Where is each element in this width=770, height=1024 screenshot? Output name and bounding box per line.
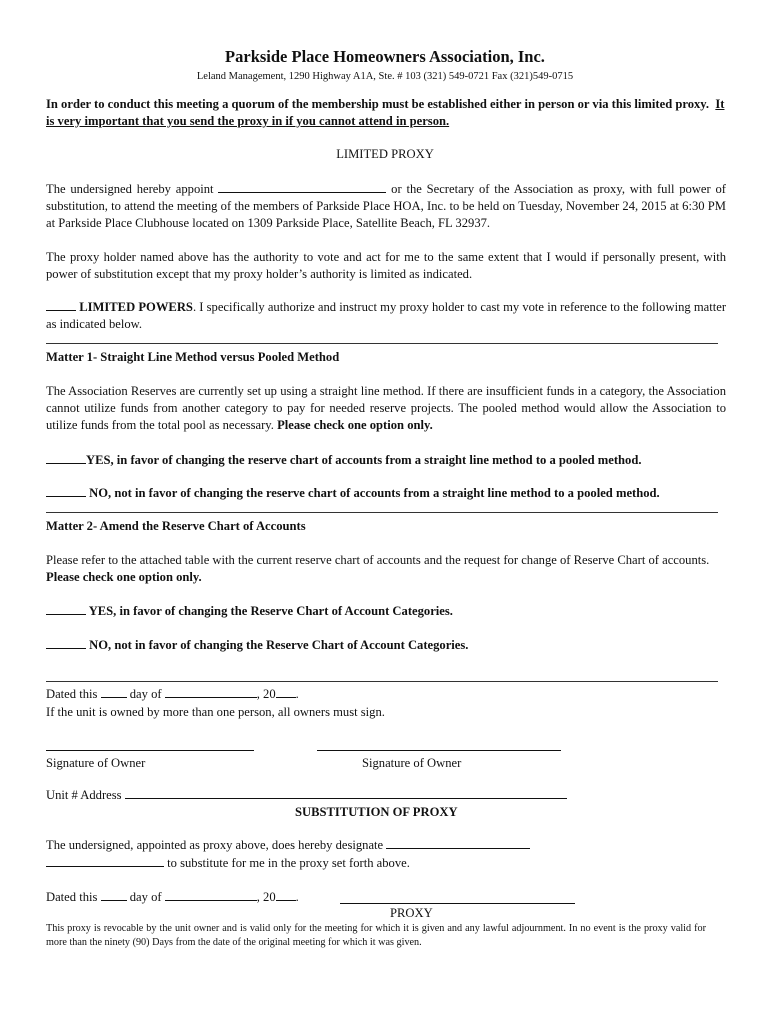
matter1-yes-option: YES, in favor of changing the reserve chart of accounts from a straight line method to a pooled method. (46, 452, 726, 469)
owner-signature-line-1[interactable] (46, 750, 254, 751)
matter1-no-blank[interactable] (46, 485, 86, 497)
year-blank[interactable] (276, 686, 296, 698)
dated-line: Dated this day of , 20 . (46, 687, 299, 701)
limited-powers-label: LIMITED POWERS (79, 300, 193, 314)
matter1-body: The Association Reserves are currently set up using a straight line method. If there are insufficient funds in a category, the Association cannot utilize funds from another category to pay for needed reserve projects. The pooled method would allow the Association to utilize funds from the total pool as necessary. Please check one option only. (46, 384, 726, 432)
substitution-title: SUBSTITUTION OF PROXY (295, 805, 458, 819)
signature-of-owner-label-2: Signature of Owner (362, 756, 462, 770)
unit-address-blank[interactable] (125, 787, 567, 799)
proxy-name-blank[interactable] (218, 181, 386, 193)
matter2-no-option: NO, not in favor of changing the Reserve Chart of Account Categories. (46, 637, 726, 654)
substitute-name-blank[interactable] (386, 837, 530, 849)
authority-paragraph: The proxy holder named above has the authority to vote and act for me to the same extent that I would if personally present, with power of substitution except that my proxy holder’s authority is limited as indicated. (46, 250, 726, 281)
limited-powers-checkbox-blank[interactable] (46, 299, 76, 311)
matter2-no-blank[interactable] (46, 637, 86, 649)
appointment-paragraph: The undersigned hereby appoint or the Secretary of the Association as proxy, with full power of substitution, to attend the meeting of the members of Parkside Place HOA, Inc. to be held on Tuesday, November 24, 2015 at 6:30 PM at Parkside Place Clubhouse located on 1309 Parkside Place, Satellite Beach, FL 32937. (46, 182, 726, 230)
association-title: Parkside Place Homeowners Association, Inc. (225, 47, 545, 66)
management-contact: Leland Management, 1290 Highway A1A, Ste. # 103 (321) 549-0721 Fax (321)549-0715 (196, 71, 574, 82)
month-blank[interactable] (165, 686, 257, 698)
matter1-heading: Matter 1- Straight Line Method versus Pooled Method (46, 350, 340, 364)
owners-note: If the unit is owned by more than one person, all owners must sign. (46, 705, 385, 719)
substitution-line-2: to substitute for me in the proxy set forth above. (46, 855, 726, 872)
matter1-no-option: NO, not in favor of changing the reserve chart of accounts from a straight line method to a pooled method. (46, 485, 726, 502)
limited-proxy-title: LIMITED PROXY (336, 147, 434, 161)
matter2-instruction: Please check one option only. (46, 570, 202, 584)
unit-address-line: Unit # Address (46, 787, 726, 804)
substitute-name-blank-2[interactable] (46, 855, 164, 867)
owner-signature-line-2[interactable] (317, 750, 561, 751)
sub-month-blank[interactable] (165, 889, 257, 901)
quorum-notice: In order to conduct this meeting a quorum of the membership must be established either in person or via this limited proxy. It is very important that you send the proxy in if you cannot attend in person. (46, 97, 725, 128)
proxy-signature-line[interactable] (340, 903, 575, 904)
section-divider (46, 681, 718, 682)
revocation-footer: This proxy is revocable by the unit owner and is valid only for the meeting for which it is given and any lawful adjournment. In no event is the proxy valid for more than the ninety (90) Days from the date of the original meeting for which it was given. (46, 923, 706, 948)
signature-of-owner-label-1: Signature of Owner (46, 756, 146, 770)
matter1-instruction: Please check one option only. (277, 418, 433, 432)
matter2-yes-option: YES, in favor of changing the Reserve Chart of Account Categories. (46, 603, 726, 620)
sub-year-blank[interactable] (276, 889, 296, 901)
day-blank[interactable] (101, 686, 127, 698)
send-proxy-notice: It is very important that you send the proxy in if you cannot attend in person. (46, 97, 725, 128)
proxy-label: PROXY (390, 906, 433, 920)
matter2-heading: Matter 2- Amend the Reserve Chart of Accounts (46, 519, 306, 533)
matter2-body: Please refer to the attached table with the current reserve chart of accounts and the request for change of Reserve Chart of accounts. Please check one option only. (46, 553, 710, 584)
section-divider (46, 343, 718, 344)
matter2-yes-blank[interactable] (46, 603, 86, 615)
substitution-line-1: The undersigned, appointed as proxy above, does hereby designate (46, 837, 726, 854)
matter1-yes-blank[interactable] (46, 452, 86, 464)
section-divider (46, 512, 718, 513)
substitution-dated-line: Dated this day of , 20 . (46, 890, 299, 904)
sub-day-blank[interactable] (101, 889, 127, 901)
limited-powers-paragraph: LIMITED POWERS. I specifically authorize and instruct my proxy holder to cast my vote in reference to the following matter as indicated below. (46, 300, 727, 331)
